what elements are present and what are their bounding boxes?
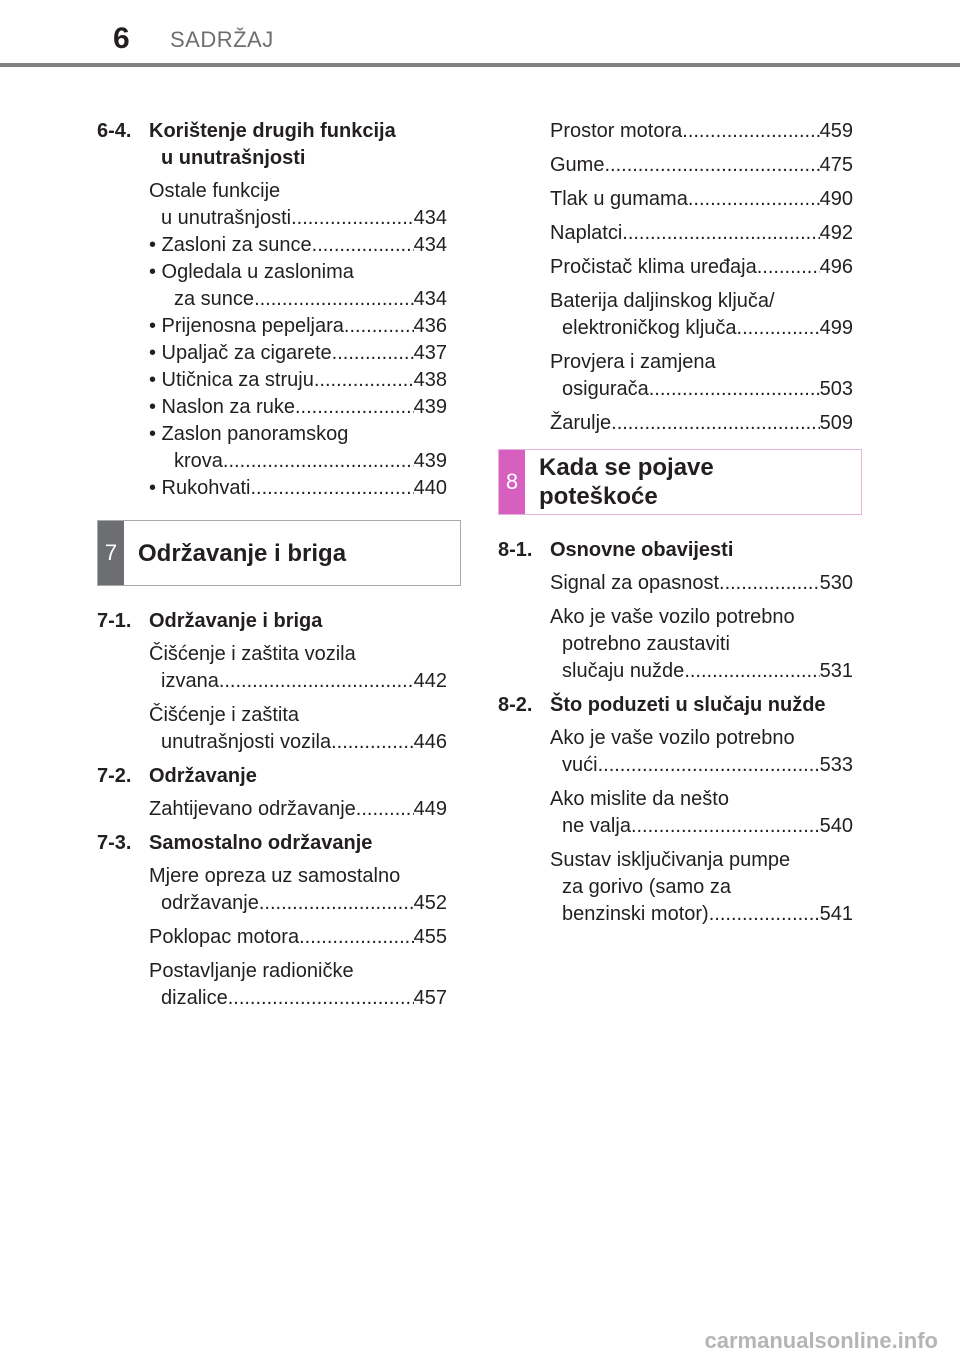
chapter-8-title-line2: poteškoće: [539, 483, 658, 510]
toc-page: 446: [413, 731, 447, 753]
leader-dots: [598, 752, 820, 779]
toc-entry-text: • Upaljač za cigarete: [149, 342, 332, 364]
toc-entry[interactable]: [97, 475, 447, 502]
section-number: 8-2.: [498, 694, 533, 716]
leader-dots: [219, 668, 414, 695]
toc-page: 475: [819, 154, 853, 176]
toc-entry[interactable]: [498, 152, 853, 179]
chapter-7-banner[interactable]: [97, 520, 461, 586]
toc-entry-text: održavanje: [161, 892, 259, 914]
section-number: 6-4.: [97, 120, 132, 142]
toc-page: 455: [413, 926, 447, 948]
toc-page: 496: [819, 256, 853, 278]
toc-page: 533: [819, 754, 853, 776]
section-7-1: [97, 608, 447, 635]
toc-entry[interactable]: [498, 220, 853, 247]
toc-page: 541: [819, 903, 853, 925]
section-number: 8-1.: [498, 539, 533, 561]
chapter-8-banner[interactable]: [498, 449, 862, 515]
section-6-4: [97, 118, 447, 172]
section-title: Održavanje: [149, 765, 257, 787]
section-title: Samostalno održavanje: [149, 832, 373, 854]
toc-entry-text: Sustav isključivanja pumpe: [550, 849, 791, 871]
toc-entry[interactable]: [97, 313, 447, 340]
section-title: Osnovne obavijesti: [550, 539, 734, 561]
toc-entry-text: Ako je vaše vozilo potrebno: [550, 727, 795, 749]
toc-entry[interactable]: [498, 570, 853, 597]
toc-entry-text: Žarulje: [550, 412, 612, 434]
leader-dots: [314, 367, 414, 394]
leader-dots: [228, 985, 414, 1012]
leader-dots: [356, 796, 414, 823]
toc-entry-text: Mjere opreza uz samostalno: [149, 865, 401, 887]
toc-entry-text: izvana: [161, 670, 219, 692]
section-number: 7-3.: [97, 832, 132, 854]
leader-dots: [737, 315, 820, 342]
toc-page: 440: [413, 477, 447, 499]
toc-page: 452: [413, 892, 447, 914]
chapter-8-title: [539, 450, 714, 514]
toc-page: 437: [413, 342, 447, 364]
toc-entry-text: Gume: [550, 154, 605, 176]
toc-entry[interactable]: [97, 394, 447, 421]
leader-dots: [344, 313, 414, 340]
toc-entry[interactable]: [97, 259, 447, 313]
toc-page: 492: [819, 222, 853, 244]
leader-dots: [254, 286, 414, 313]
section-8-2: [498, 692, 853, 719]
toc-entry-text: za sunce: [174, 288, 255, 310]
toc-entry[interactable]: [498, 725, 853, 779]
chapter-8-tab: 8: [499, 450, 525, 514]
toc-entry-text: Čišćenje i zaštita: [149, 704, 300, 726]
leader-dots: [719, 570, 820, 597]
toc-entry-text: • Ogledala u zaslonima: [149, 261, 354, 283]
section-number: 7-1.: [97, 610, 132, 632]
toc-entry-text: Tlak u gumama: [550, 188, 688, 210]
toc-page: 449: [413, 798, 447, 820]
toc-entry-text: Baterija daljinskog ključa/: [550, 290, 775, 312]
leader-dots: [295, 394, 414, 421]
toc-entry[interactable]: [97, 924, 447, 951]
toc-entry[interactable]: [97, 178, 447, 232]
toc-entry-text: potrebno zaustaviti: [562, 633, 730, 655]
toc-page: 490: [819, 188, 853, 210]
toc-entry-text: u unutrašnjosti: [161, 207, 292, 229]
leader-dots: [259, 890, 414, 917]
toc-entry-text: Prostor motora: [550, 120, 683, 142]
chapter-8-title-line1: Kada se pojave: [539, 454, 714, 481]
leader-dots: [291, 205, 414, 232]
toc-entry-text: ne valja: [562, 815, 631, 837]
toc-entry-text: • Rukohvati: [149, 477, 251, 499]
toc-entry[interactable]: [97, 796, 447, 823]
toc-entry[interactable]: [97, 641, 447, 695]
toc-entry-text: krova: [174, 450, 223, 472]
toc-entry-text: Naplatci: [550, 222, 623, 244]
header-rule: [0, 63, 960, 67]
chapter-7-title: Održavanje i briga: [138, 539, 347, 567]
toc-page: 530: [819, 572, 853, 594]
toc-entry[interactable]: [498, 254, 853, 281]
section-title: Što poduzeti u slučaju nužde: [550, 694, 826, 716]
leader-dots: [682, 118, 819, 145]
toc-entry-text: • Naslon za ruke: [149, 396, 295, 418]
toc-page: 434: [413, 207, 447, 229]
section-number: 7-2.: [97, 765, 132, 787]
leader-dots: [688, 186, 820, 213]
toc-entry-text: Ako mislite da nešto: [550, 788, 729, 810]
toc-page: 540: [819, 815, 853, 837]
toc-page: 503: [819, 378, 853, 400]
toc-entry[interactable]: [97, 232, 447, 259]
section-title: Korištenje drugih funkcija: [149, 120, 396, 142]
toc-entry[interactable]: [97, 863, 447, 917]
leader-dots: [312, 232, 414, 259]
toc-entry-text: Provjera i zamjena: [550, 351, 716, 373]
toc-page: 499: [819, 317, 853, 339]
toc-entry-text: elektroničkog ključa: [562, 317, 737, 339]
leader-dots: [299, 924, 414, 951]
toc-entry-text: • Zasloni za sunce: [149, 234, 312, 256]
leader-dots: [757, 254, 820, 281]
page-header: [0, 0, 960, 70]
section-7-2: [97, 763, 447, 790]
leader-dots: [709, 901, 820, 928]
toc-entry-text: za gorivo (samo za: [562, 876, 731, 898]
toc-page: 457: [413, 987, 447, 1009]
toc-entry-text: unutrašnjosti vozila: [161, 731, 332, 753]
leader-dots: [684, 658, 819, 685]
leader-dots: [649, 376, 820, 403]
toc-entry-text: osigurača: [562, 378, 649, 400]
section-8-1: [498, 537, 853, 564]
toc-entry[interactable]: [498, 847, 853, 928]
toc-page: 439: [413, 396, 447, 418]
toc-page: 459: [819, 120, 853, 142]
leader-dots: [622, 220, 819, 247]
leader-dots: [331, 729, 414, 756]
header-title: SADRŽAJ: [170, 27, 274, 52]
leader-dots: [604, 152, 819, 179]
left-column: [97, 118, 447, 1019]
toc-entry[interactable]: [97, 421, 447, 475]
toc-page: 531: [819, 660, 853, 682]
toc-entry-text: vući: [562, 754, 598, 776]
toc-entry[interactable]: [498, 186, 853, 213]
toc-page: 509: [819, 412, 853, 434]
toc-page: 442: [413, 670, 447, 692]
toc-entry-text: Signal za opasnost: [550, 572, 720, 594]
section-7-3: [97, 830, 447, 857]
toc-page: 439: [413, 450, 447, 472]
toc-entry[interactable]: [498, 349, 853, 403]
toc-entry[interactable]: [97, 367, 447, 394]
toc-entry-text: slučaju nužde: [562, 660, 685, 682]
toc-entry-text: Poklopac motora: [149, 926, 300, 948]
toc-entry-text: • Utičnica za struju: [149, 369, 314, 391]
toc-page: 434: [413, 234, 447, 256]
leader-dots: [611, 410, 819, 437]
toc-page: 436: [413, 315, 447, 337]
section-title-cont: u unutrašnjosti: [161, 147, 306, 169]
toc-entry-text: dizalice: [161, 987, 228, 1009]
toc-entry[interactable]: [97, 340, 447, 367]
toc-entry[interactable]: [97, 702, 447, 756]
toc-entry-text: Čišćenje i zaštita vozila: [149, 643, 356, 665]
toc-entry-text: • Zaslon panoramskog: [149, 423, 349, 445]
toc-page: 438: [413, 369, 447, 391]
toc-entry[interactable]: [97, 958, 447, 1012]
section-title: Održavanje i briga: [149, 610, 323, 632]
toc-page: 434: [413, 288, 447, 310]
toc-entry[interactable]: [498, 410, 853, 437]
leader-dots: [223, 448, 414, 475]
right-column: [498, 118, 853, 935]
toc-entry-text: Postavljanje radioničke: [149, 960, 354, 982]
leader-dots: [332, 340, 414, 367]
leader-dots: [631, 813, 820, 840]
toc-entry[interactable]: [498, 288, 853, 342]
toc-entry-text: Pročistač klima uređaja: [550, 256, 757, 278]
toc-entry[interactable]: [498, 118, 853, 145]
leader-dots: [251, 475, 414, 502]
toc-entry-text: Ostale funkcije: [149, 180, 281, 202]
toc-entry-text: Ako je vaše vozilo potrebno: [550, 606, 795, 628]
toc-entry-text: • Prijenosna pepeljara: [149, 315, 344, 337]
toc-entry-text: benzinski motor): [562, 903, 709, 925]
chapter-7-tab: 7: [98, 521, 124, 585]
toc-entry[interactable]: [498, 604, 853, 685]
page-number: 6: [113, 22, 130, 55]
watermark: carmanualsonline.info: [704, 1328, 938, 1353]
toc-entry[interactable]: [498, 786, 853, 840]
toc-entry-text: Zahtijevano održavanje: [149, 798, 356, 820]
